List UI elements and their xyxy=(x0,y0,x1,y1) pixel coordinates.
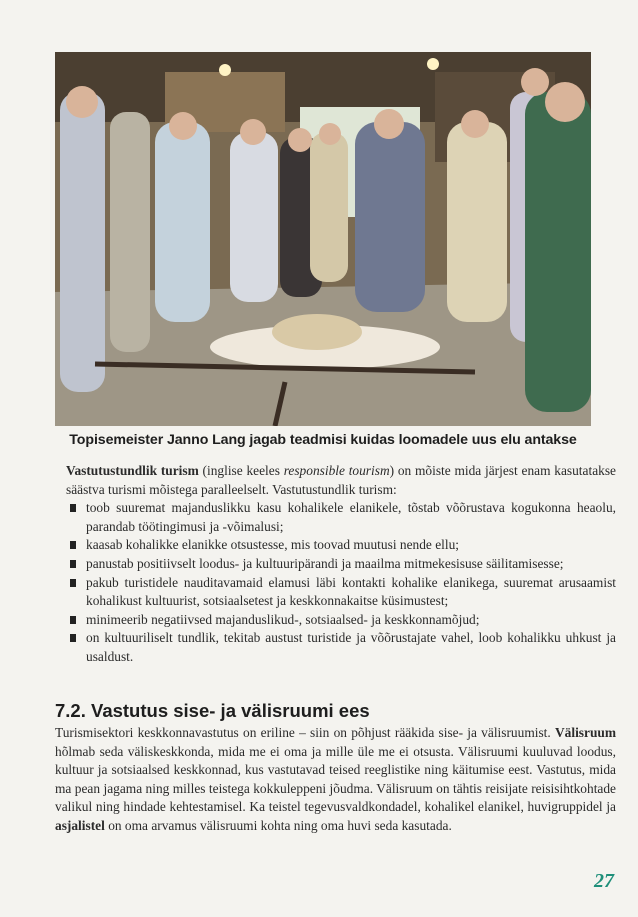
section-heading xyxy=(55,700,370,722)
bullet-list xyxy=(66,499,616,666)
term-valisruum: Välisruum xyxy=(554,725,616,740)
intro-text: (inglise keeles xyxy=(198,463,284,478)
intro-paragraph xyxy=(66,462,616,499)
section-number: 7.2. xyxy=(55,700,86,721)
photo-caption: Topisemeister Janno Lang jagab teadmisi kuidas loomadele uus elu antakse xyxy=(69,432,577,448)
intro-text-rest: ) on mõiste mida järjest enam kasutatakse säästva turismi mõistega paralleelselt. Vastutustundlik turism: xyxy=(66,463,616,497)
section-title: Vastutus sise- ja välisruumi ees xyxy=(85,700,370,721)
list-item: panustab positiivselt loodus- ja kultuuripärandi ja maailma mitmekesisuse säilitamisesse; xyxy=(66,555,616,574)
term-asjalistel: asjalistel xyxy=(55,817,105,833)
term-responsible-tourism: Vastutustundlik turism xyxy=(66,463,199,478)
list-item: pakub turistidele nauditavamaid elamusi läbi kontakti kohalike elanikega, suuremat arusaamist kohalikust kultuurist, sotsiaalsetest ja keskkonnakaitse küsimustest; xyxy=(66,574,616,611)
workshop-photo xyxy=(55,52,591,426)
section-text-3: on oma arvamus välisruumi kohta ning oma huvi seda kasutada. xyxy=(104,817,452,833)
list-item: on kultuuriliselt tundlik, tekitab austust turistide ja võõrustajate vahel, loob kohalikku uhkust ja usaldust. xyxy=(66,629,616,666)
list-item: minimeerib negatiivsed majanduslikud-, sotsiaalsed- ja keskkonnamõjud; xyxy=(66,611,616,630)
section-text-2: hõlmab seda väliskeskkonda, mida me ei oma ja mille üle me ei otsusta. Välisruumi kuuluvad loodus, kultuur ja sotsiaalsed keskkonnad, kus vastutavad teised reeglistike ning käitumise eest. Vastutus, mida ma pean jagama ning milles teistega kokkuleppeni jõudma. Välisruum on tähtis reisijate reisisihtkohtade valikul ning hindade kehtestamisel. Ka teistel tegevusvaldkondadel, kohalikel elanikel, huvigruppidel ja xyxy=(55,743,616,815)
list-item: kaasab kohalikke elanikke otsustesse, mis toovad muutusi nende ellu; xyxy=(66,536,616,555)
section-text-1: Turismisektori keskkonnavastutus on eriline – siin on põhjust rääkida sise- ja välisruumist. xyxy=(55,725,555,740)
page-number: 27 xyxy=(594,870,614,892)
intro-block xyxy=(66,462,616,667)
section-paragraph xyxy=(55,724,616,836)
photo-image xyxy=(55,52,591,426)
list-item: toob suuremat majanduslikku kasu kohalikele elanikele, tõstab võõrustava kogukonna heaolu, parandab töötingimusi ja -võimalusi; xyxy=(66,499,616,536)
english-term: responsible tourism xyxy=(283,463,390,478)
